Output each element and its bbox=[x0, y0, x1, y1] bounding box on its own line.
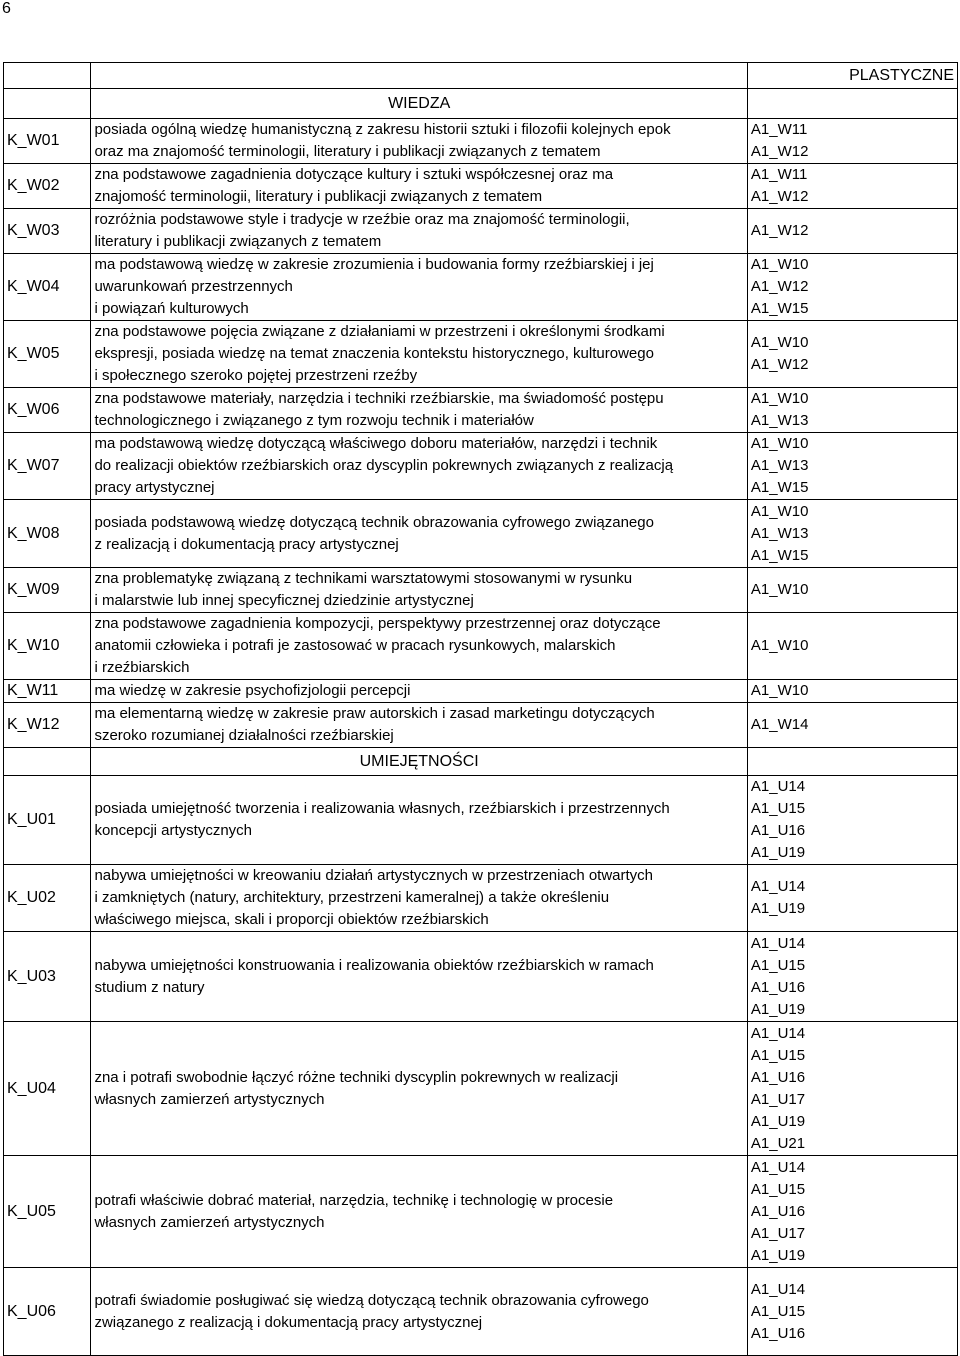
outcome-code: K_W02 bbox=[4, 164, 91, 209]
reference-code: A1_U14 bbox=[750, 778, 806, 795]
reference-code: A1_U14 bbox=[750, 1158, 806, 1176]
reference-code: A1_W15 bbox=[750, 300, 809, 317]
reference-codes bbox=[747, 932, 957, 1022]
table-row bbox=[4, 209, 958, 254]
description-line: anatomii człowieka i potrafi je zastosować w pracach rysunkowych, malarskich bbox=[94, 637, 616, 654]
blank-cell bbox=[4, 748, 91, 776]
outcome-description bbox=[91, 119, 747, 164]
outcome-description bbox=[91, 680, 747, 703]
outcome-code: K_W04 bbox=[4, 254, 91, 321]
outcome-code: K_U06 bbox=[4, 1268, 91, 1356]
reference-codes bbox=[747, 1156, 957, 1268]
description-line: posiada ogólną wiedzę humanistyczną z zakresu historii sztuki i filozofii kolejnych epok bbox=[94, 121, 671, 138]
description-line: własnych zamierzeń artystycznych bbox=[94, 1213, 325, 1231]
reference-code: A1_U17 bbox=[750, 1090, 806, 1108]
description-line: posiada podstawową wiedzę dotyczącą technik obrazowania cyfrowego związanego bbox=[94, 513, 654, 531]
reference-codes bbox=[747, 254, 957, 321]
description-line: zna podstawowe materiały, narzędzia i techniki rzeźbiarskie, ma świadomość postępu bbox=[94, 390, 664, 407]
description-line: posiada umiejętność tworzenia i realizowania własnych, rzeźbiarskich i przestrzennych bbox=[94, 800, 670, 817]
description-line: ekspresji, posiada wiedzę na temat znaczenia kontekstu historycznego, kulturowego bbox=[94, 345, 654, 362]
reference-code: A1_U19 bbox=[750, 900, 806, 917]
description-line: potrafi właściwie dobrać materiał, narzędzia, technikę i technologię w procesie bbox=[94, 1191, 614, 1209]
outcome-code: K_W06 bbox=[4, 388, 91, 433]
reference-code: A1_W12 bbox=[750, 143, 809, 160]
reference-code: A1_U16 bbox=[750, 822, 806, 839]
outcomes-table bbox=[3, 62, 958, 1356]
umiejetnosci-header-row bbox=[4, 748, 958, 776]
reference-code: A1_U19 bbox=[750, 844, 806, 861]
description-line: zna i potrafi swobodnie łączyć różne techniki dyscyplin pokrewnych w realizacji bbox=[94, 1068, 619, 1086]
outcome-description bbox=[91, 433, 747, 500]
description-line: nabywa umiejętności w kreowaniu działań artystycznych w przestrzeniach otwartych bbox=[94, 867, 654, 884]
description-line: uwarunkowań przestrzennych bbox=[94, 278, 293, 295]
reference-code: A1_W12 bbox=[750, 356, 809, 373]
reference-codes bbox=[747, 865, 957, 932]
outcome-description bbox=[91, 321, 747, 388]
table-row bbox=[4, 932, 958, 1022]
table-row bbox=[4, 164, 958, 209]
description-line: ma podstawową wiedzę dotyczącą właściwego doboru materiałów, narzędzi i technik bbox=[94, 435, 658, 452]
reference-code: A1_U15 bbox=[750, 956, 806, 974]
description-line: ma podstawową wiedzę w zakresie zrozumienia i budowania formy rzeźbiarskiej i jej bbox=[94, 256, 654, 273]
reference-code: A1_W11 bbox=[750, 121, 808, 138]
reference-code: A1_W11 bbox=[750, 166, 808, 183]
reference-code: A1_W10 bbox=[750, 637, 809, 654]
reference-codes bbox=[747, 1022, 957, 1156]
outcome-description bbox=[91, 932, 747, 1022]
reference-code: A1_U21 bbox=[750, 1134, 806, 1152]
reference-codes bbox=[747, 776, 957, 865]
description-line: znajomość terminologii, literatury i publikacji związanych z tematem bbox=[94, 188, 543, 205]
umiejetnosci-header: UMIEJĘTNOŚCI bbox=[91, 748, 747, 776]
reference-codes bbox=[747, 321, 957, 388]
outcome-description bbox=[91, 776, 747, 865]
blank-cell bbox=[91, 63, 747, 89]
outcome-code: K_W08 bbox=[4, 500, 91, 568]
outcome-code: K_W05 bbox=[4, 321, 91, 388]
reference-codes bbox=[747, 703, 957, 748]
table-row bbox=[4, 388, 958, 433]
description-line: ma wiedzę w zakresie psychofizjologii percepcji bbox=[94, 682, 411, 699]
reference-codes bbox=[747, 433, 957, 500]
table-row bbox=[4, 433, 958, 500]
outcome-code: K_U03 bbox=[4, 932, 91, 1022]
description-line: zna podstawowe zagadnienia kompozycji, perspektywy przestrzennej oraz dotyczące bbox=[94, 615, 661, 632]
outcome-description bbox=[91, 1022, 747, 1156]
reference-code: A1_U15 bbox=[750, 1180, 806, 1198]
outcome-description bbox=[91, 1268, 747, 1356]
outcome-code: K_W12 bbox=[4, 703, 91, 748]
table-row bbox=[4, 1022, 958, 1156]
reference-codes bbox=[747, 568, 957, 613]
outcome-code: K_W11 bbox=[4, 680, 91, 703]
table-row bbox=[4, 254, 958, 321]
outcome-code: K_W10 bbox=[4, 613, 91, 680]
reference-code: A1_U19 bbox=[750, 1000, 806, 1018]
outcome-code: K_U05 bbox=[4, 1156, 91, 1268]
reference-codes bbox=[747, 209, 957, 254]
description-line: z realizacją i dokumentacją pracy artystycznej bbox=[94, 535, 399, 553]
reference-code: A1_U15 bbox=[750, 800, 806, 817]
reference-code: A1_W10 bbox=[750, 435, 809, 452]
table-row bbox=[4, 500, 958, 568]
description-line: i zamkniętych (natury, architektury, przestrzeni kameralnej) a także określeniu bbox=[94, 889, 610, 906]
outcome-description bbox=[91, 500, 747, 568]
outcome-description bbox=[91, 388, 747, 433]
description-line: technologicznego i związanego z tym rozwoju technik i materiałów bbox=[94, 412, 534, 429]
table-row bbox=[4, 703, 958, 748]
description-line: ma elementarną wiedzę w zakresie praw autorskich i zasad marketingu dotyczących bbox=[94, 705, 655, 722]
table-row bbox=[4, 680, 958, 703]
outcome-code: K_U01 bbox=[4, 776, 91, 865]
description-line: oraz ma znajomość terminologii, literatury i publikacji związanych z tematem bbox=[94, 143, 601, 160]
outcome-description bbox=[91, 613, 747, 680]
description-line: zna podstawowe pojęcia związane z działaniami w przestrzeni i określonymi środkami bbox=[94, 323, 665, 340]
reference-codes bbox=[747, 500, 957, 568]
table-row bbox=[4, 321, 958, 388]
description-line: właściwego miejsca, skali i proporcji obiektów rzeźbiarskich bbox=[94, 911, 489, 928]
outcome-description bbox=[91, 254, 747, 321]
outcome-code: K_W09 bbox=[4, 568, 91, 613]
reference-code: A1_U16 bbox=[750, 1324, 806, 1342]
outcome-description bbox=[91, 1156, 747, 1268]
outcome-code: K_U02 bbox=[4, 865, 91, 932]
blank-cell bbox=[747, 89, 957, 119]
reference-code: A1_U14 bbox=[750, 1024, 806, 1042]
table-row bbox=[4, 1156, 958, 1268]
reference-codes bbox=[747, 388, 957, 433]
description-line: szeroko rozumianej działalności rzeźbiarskiej bbox=[94, 727, 394, 744]
description-line: nabywa umiejętności konstruowania i realizowania obiektów rzeźbiarskich w ramach bbox=[94, 956, 654, 974]
outcome-description bbox=[91, 568, 747, 613]
reference-code: A1_U16 bbox=[750, 978, 806, 996]
description-line: zna podstawowe zagadnienia dotyczące kultury i sztuki współczesnej oraz ma bbox=[94, 166, 614, 183]
table-row bbox=[4, 119, 958, 164]
reference-codes bbox=[747, 613, 957, 680]
description-line: i malarstwie lub innej specyficznej dziedzinie artystycznej bbox=[94, 592, 474, 609]
description-line: koncepcji artystycznych bbox=[94, 822, 253, 839]
description-line: pracy artystycznej bbox=[94, 479, 215, 496]
reference-code: A1_U15 bbox=[750, 1046, 806, 1064]
reference-code: A1_W10 bbox=[750, 502, 809, 520]
reference-code: A1_U16 bbox=[750, 1068, 806, 1086]
reference-code: A1_W15 bbox=[750, 546, 809, 564]
reference-code: A1_W10 bbox=[750, 581, 809, 598]
reference-code: A1_U19 bbox=[750, 1246, 806, 1264]
reference-code: A1_W12 bbox=[750, 188, 809, 205]
reference-code: A1_U14 bbox=[750, 878, 806, 895]
description-line: literatury i publikacji związanych z tematem bbox=[94, 233, 382, 250]
outcome-description bbox=[91, 865, 747, 932]
plastyczne-header: PLASTYCZNE bbox=[747, 63, 957, 89]
description-line: własnych zamierzeń artystycznych bbox=[94, 1090, 325, 1108]
outcome-description bbox=[91, 209, 747, 254]
description-line: zna problematykę związaną z technikami warsztatowymi stosowanymi w rysunku bbox=[94, 570, 633, 587]
page-number: 6 bbox=[2, 0, 11, 17]
reference-code: A1_W10 bbox=[750, 256, 809, 273]
table-row bbox=[4, 1268, 958, 1356]
reference-code: A1_W10 bbox=[750, 682, 809, 699]
reference-code: A1_W15 bbox=[750, 479, 809, 496]
blank-cell bbox=[4, 63, 91, 89]
description-line: i społecznego szeroko pojętej przestrzeni rzeźby bbox=[94, 367, 418, 384]
description-line: i rzeźbiarskich bbox=[94, 659, 190, 676]
outcome-code: K_W07 bbox=[4, 433, 91, 500]
wiedza-header-row bbox=[4, 89, 958, 119]
table-row bbox=[4, 568, 958, 613]
plastyczne-header-row bbox=[4, 63, 958, 89]
outcome-code: K_W03 bbox=[4, 209, 91, 254]
reference-code: A1_W13 bbox=[750, 457, 809, 474]
description-line: rozróżnia podstawowe style i tradycje w rzeźbie oraz ma znajomość terminologii, bbox=[94, 211, 630, 228]
description-line: związanego z realizacją i dokumentacją pracy artystycznej bbox=[94, 1313, 483, 1331]
outcome-code: K_U04 bbox=[4, 1022, 91, 1156]
reference-code: A1_U14 bbox=[750, 1280, 806, 1298]
reference-code: A1_W14 bbox=[750, 716, 809, 733]
reference-code: A1_W13 bbox=[750, 524, 809, 542]
reference-code: A1_W12 bbox=[750, 278, 809, 295]
reference-code: A1_W10 bbox=[750, 390, 809, 407]
table-row bbox=[4, 776, 958, 865]
reference-code: A1_U19 bbox=[750, 1112, 806, 1130]
reference-codes bbox=[747, 680, 957, 703]
reference-code: A1_U16 bbox=[750, 1202, 806, 1220]
reference-code: A1_W12 bbox=[750, 222, 809, 239]
reference-codes bbox=[747, 164, 957, 209]
reference-code: A1_W13 bbox=[750, 412, 809, 429]
description-line: studium z natury bbox=[94, 978, 205, 996]
reference-code: A1_W10 bbox=[750, 334, 809, 351]
outcome-code: K_W01 bbox=[4, 119, 91, 164]
reference-code: A1_U15 bbox=[750, 1302, 806, 1320]
reference-code: A1_U17 bbox=[750, 1224, 806, 1242]
description-line: do realizacji obiektów rzeźbiarskich oraz dyscyplin pokrewnych związanych z realizacją bbox=[94, 457, 674, 474]
reference-code: A1_U14 bbox=[750, 934, 806, 952]
outcome-description bbox=[91, 164, 747, 209]
wiedza-header: WIEDZA bbox=[91, 89, 747, 119]
table-row bbox=[4, 613, 958, 680]
reference-codes bbox=[747, 119, 957, 164]
blank-cell bbox=[4, 89, 91, 119]
table-row bbox=[4, 865, 958, 932]
blank-cell bbox=[747, 748, 957, 776]
reference-codes bbox=[747, 1268, 957, 1356]
description-line: i powiązań kulturowych bbox=[94, 300, 249, 317]
outcome-description bbox=[91, 703, 747, 748]
description-line: potrafi świadomie posługiwać się wiedzą dotyczącą technik obrazowania cyfrowego bbox=[94, 1291, 649, 1309]
